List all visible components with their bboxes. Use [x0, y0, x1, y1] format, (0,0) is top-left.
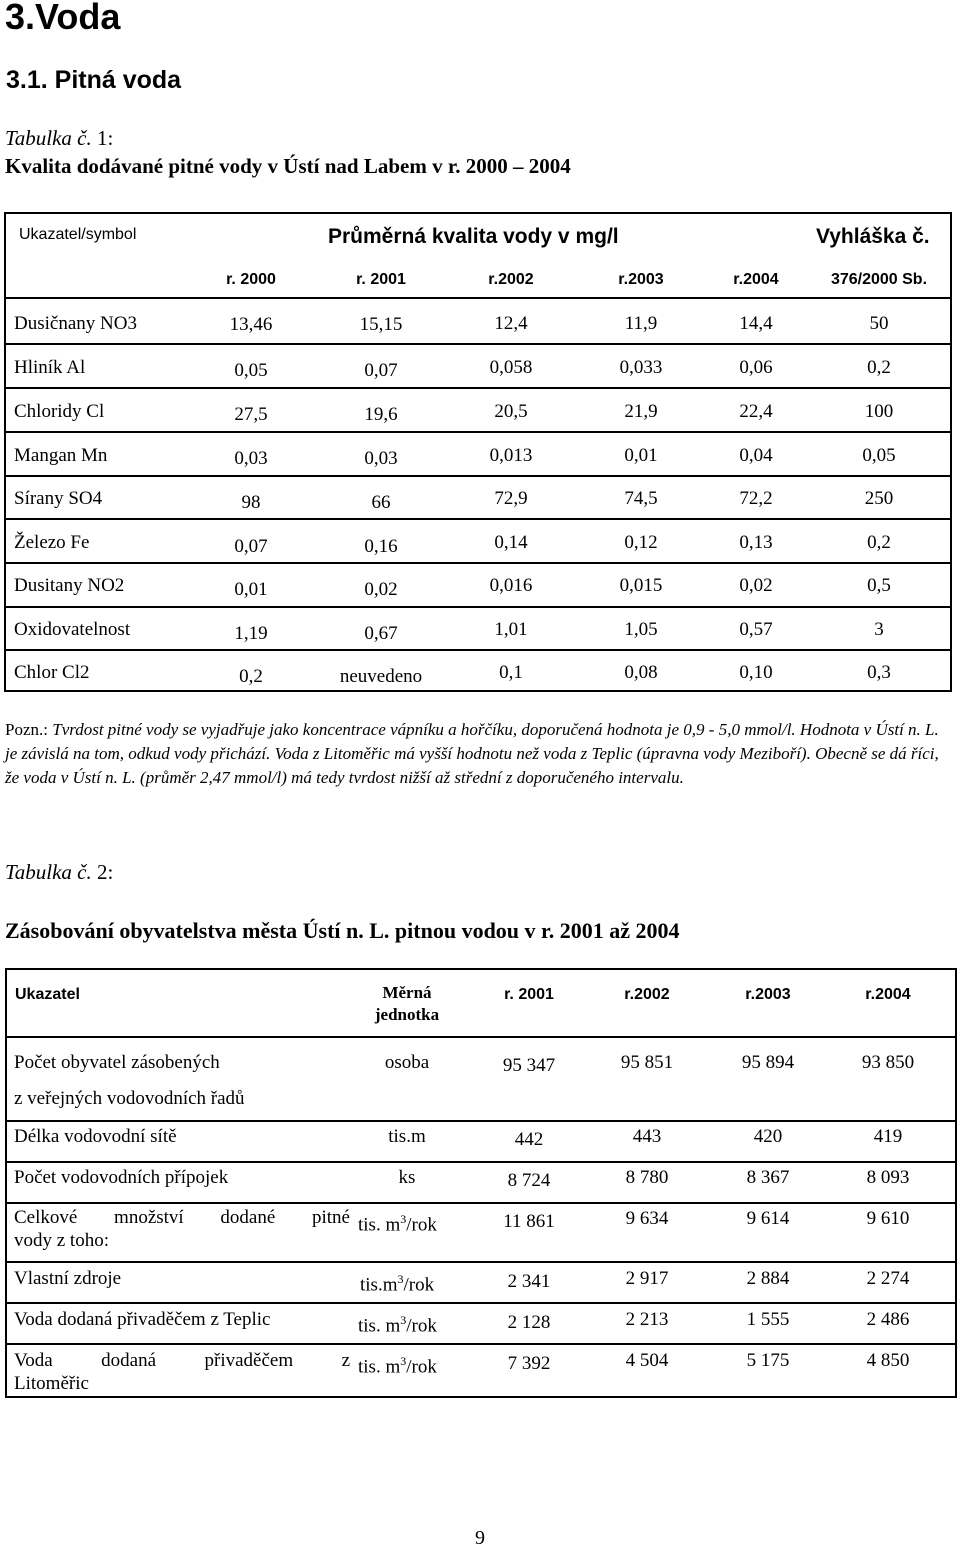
table1-cell: 0,1: [499, 662, 523, 683]
table2-cell: 1 555: [746, 1309, 790, 1330]
table2-row-label-continued: vody z toho:: [14, 1230, 109, 1251]
table2-cell: 419: [873, 1126, 903, 1147]
table2-cell: 95 851: [620, 1052, 674, 1073]
table2-cell: 93 850: [861, 1052, 915, 1073]
table2-header-unit: [347, 982, 467, 1026]
table2-row-label: Počet vodovodních přípojek: [14, 1167, 229, 1188]
table1-header-indicator: Ukazatel/symbol: [19, 226, 137, 243]
table1-cell: 21,9: [624, 401, 658, 422]
table-divider: [6, 343, 950, 345]
table1-header-decree: Vyhláška č.: [816, 225, 930, 248]
table1-cell: 74,5: [624, 488, 658, 509]
table2-unit-text: tis. m: [358, 1315, 401, 1337]
table2-cell: 9 610: [866, 1208, 910, 1229]
table1-cell: 98: [241, 492, 261, 513]
table1-cell: 15,15: [359, 314, 403, 335]
table2-cell: 2 274: [866, 1268, 910, 1289]
table2-cell: 2 884: [746, 1268, 790, 1289]
table1-row-label: Dusitany NO2: [14, 575, 125, 596]
table2-unit-superscript: 3: [400, 1313, 407, 1327]
table1-cell: 0,16: [364, 536, 398, 557]
table1-cell: 11,9: [624, 313, 658, 334]
table2-caption-label-text: Tabulka č.: [5, 860, 92, 884]
table2-unit-suffix: /rok: [406, 1315, 437, 1337]
table1-cell: 0,03: [234, 448, 268, 469]
table2-unit-text: tis. m: [358, 1214, 401, 1236]
table1-cell: 12,4: [494, 313, 528, 334]
table1-cell: 0,05: [234, 360, 268, 381]
page-number: 9: [475, 1527, 485, 1549]
table1-cell: 0,02: [739, 575, 773, 596]
table-divider: [6, 562, 950, 564]
table2-cell: 5 175: [746, 1350, 790, 1371]
table2-unit-suffix: /rok: [406, 1214, 437, 1236]
chapter-title: 3.Voda: [5, 0, 121, 37]
table2-unit: tis.m: [388, 1126, 426, 1147]
table2-unit: [358, 1350, 437, 1378]
table2-unit-superscript: 3: [397, 1272, 404, 1286]
table2-row-label: Délka vodovodní sítě: [14, 1126, 177, 1147]
table2-year-2004: r.2004: [865, 986, 911, 1003]
table1-cell: 0,14: [494, 532, 528, 553]
table1-cell: 100: [864, 401, 894, 422]
table-divider: [6, 518, 950, 520]
table1-year-2001: r. 2001: [356, 271, 406, 288]
section-title: 3.1. Pitná voda: [6, 66, 182, 94]
table1-cell: 1,05: [624, 619, 658, 640]
table1-cell: 72,9: [494, 488, 528, 509]
note-label: Pozn.:: [5, 720, 48, 739]
table2-unit: osoba: [384, 1052, 430, 1073]
table2-caption-label: [5, 860, 113, 885]
table-divider: [7, 1036, 955, 1038]
table1-cell: 19,6: [364, 404, 398, 425]
table1-cell: 50: [869, 313, 889, 334]
table2-unit: ks: [398, 1167, 416, 1188]
table1-cell: 0,57: [739, 619, 773, 640]
table1-cell: 0,10: [739, 662, 773, 683]
water-supply-table: [5, 968, 957, 1398]
table1-cell: 0,13: [739, 532, 773, 553]
table1-caption-label: [5, 126, 113, 151]
table2-unit: [358, 1309, 437, 1337]
table-divider: [7, 1343, 955, 1345]
table1-cell: 0,06: [739, 357, 773, 378]
water-quality-table: [4, 212, 952, 692]
table1-row-label: Mangan Mn: [14, 445, 108, 466]
table1-cell: 1,19: [234, 623, 268, 644]
table1-cell: 0,3: [867, 662, 891, 683]
table-divider: [6, 387, 950, 389]
table1-cell: 0,04: [739, 445, 773, 466]
table-divider: [7, 1302, 955, 1304]
table2-unit-superscript: 3: [400, 1212, 407, 1226]
table2-unit: [358, 1208, 437, 1236]
table2-header-unit-line1: Měrná: [382, 983, 432, 1002]
table1-cell: 66: [371, 492, 391, 513]
table1-cell: 20,5: [494, 401, 528, 422]
table2-cell: 443: [632, 1126, 662, 1147]
table-divider: [6, 297, 950, 299]
table1-row-label: Sírany SO4: [14, 488, 103, 509]
table1-cell: 0,058: [489, 357, 533, 378]
table1-cell: 0,05: [862, 445, 896, 466]
note-text: Tvrdost pitné vody se vyjadřuje jako koncentrace vápníku a hořčíku, doporučená hodnota je 0,9 - 5,0 mmol/l. Hodnota v Ústí n. L. je závislá na tom, odkud vody přichází. Voda z Litoměřic má vyšší hodnotu než voda z Teplic (úpravna vody Meziboří). Obecně se dá říci, že voda v Ústí n. L. (průměr 2,47 mmol/l) má tedy tvrdost nižší až střední z doporučeného intervalu.: [5, 720, 939, 787]
table2-cell: 95 347: [502, 1055, 556, 1076]
table2-row-label: Voda dodaná přivaděčem z: [14, 1350, 350, 1371]
table2-cell: 11 861: [503, 1211, 555, 1232]
table2-unit: [360, 1268, 434, 1296]
table1-cell: 1,01: [494, 619, 528, 640]
table1-header-average: Průměrná kvalita vody v mg/l: [328, 225, 619, 248]
table2-cell: 420: [753, 1126, 783, 1147]
table1-cell: 27,5: [234, 404, 268, 425]
table2-cell: 442: [514, 1129, 544, 1150]
table1-year-2002: r.2002: [488, 271, 534, 288]
table2-cell: 8 093: [866, 1167, 910, 1188]
table-divider: [6, 475, 950, 477]
table1-row-label: Oxidovatelnost: [14, 619, 131, 640]
table2-caption-number: 2:: [96, 860, 114, 884]
table1-cell: 0,2: [867, 532, 891, 553]
table1-cell: 0,033: [619, 357, 663, 378]
table2-cell: 8 724: [507, 1170, 551, 1191]
table1-row-label: Hliník Al: [14, 357, 86, 378]
table1-header-decree-number: 376/2000 Sb.: [830, 271, 928, 288]
table2-row-label: Celkové množství dodané pitné: [14, 1207, 350, 1228]
table1-cell: 0,015: [619, 575, 663, 596]
table2-header-indicator: Ukazatel: [15, 986, 80, 1003]
table2-cell: 8 367: [746, 1167, 790, 1188]
table2-row-label: Vlastní zdroje: [14, 1268, 122, 1289]
table1-row-label: Chloridy Cl: [14, 401, 105, 422]
table2-cell: 7 392: [507, 1353, 551, 1374]
hardness-note: [5, 718, 940, 790]
table2-row-label-continued: Litoměřic: [14, 1373, 89, 1394]
table2-cell: 8 780: [625, 1167, 669, 1188]
table2-row-label: Počet obyvatel zásobených: [14, 1052, 220, 1073]
table1-cell: 13,46: [229, 314, 273, 335]
table-divider: [7, 1202, 955, 1204]
table1-caption-number: 1:: [96, 126, 114, 150]
table1-cell: 0,02: [364, 579, 398, 600]
table1-row-label: Železo Fe: [14, 532, 90, 553]
table1-cell: 0,08: [624, 662, 658, 683]
table-divider: [7, 1261, 955, 1263]
table-divider: [6, 649, 950, 651]
table2-cell: 2 486: [866, 1309, 910, 1330]
table1-cell: 0,013: [489, 445, 533, 466]
table2-cell: 2 213: [625, 1309, 669, 1330]
table2-cell: 2 917: [625, 1268, 669, 1289]
table2-header-unit-line2: jednotka: [374, 1005, 440, 1024]
table1-cell: 0,5: [867, 575, 891, 596]
table2-unit-suffix: /rok: [406, 1356, 437, 1378]
table2-unit-suffix: /rok: [403, 1274, 435, 1296]
table-divider: [6, 431, 950, 433]
table1-cell: 0,12: [624, 532, 658, 553]
table1-cell: 0,01: [234, 579, 268, 600]
table1-cell: 0,03: [364, 448, 398, 469]
table2-cell: 9 634: [625, 1208, 669, 1229]
table1-cell: 14,4: [739, 313, 773, 334]
table2-unit-superscript: 3: [400, 1354, 407, 1368]
table1-cell: neuvedeno: [339, 666, 423, 687]
table1-caption-title: Kvalita dodávané pitné vody v Ústí nad Labem v r. 2000 – 2004: [5, 154, 571, 178]
table1-cell: 3: [874, 619, 884, 640]
table1-cell: 0,016: [489, 575, 533, 596]
table-divider: [6, 606, 950, 608]
table2-unit-text: tis. m: [358, 1356, 401, 1378]
table2-row-label: Voda dodaná přivaděčem z Teplic: [14, 1309, 271, 1330]
table2-cell: 4 850: [866, 1350, 910, 1371]
table2-cell: 2 128: [507, 1312, 551, 1333]
table1-cell: 0,07: [364, 360, 398, 381]
table-divider: [7, 1161, 955, 1163]
table1-cell: 0,01: [624, 445, 658, 466]
table2-year-2002: r.2002: [624, 986, 670, 1003]
table2-year-2003: r.2003: [745, 986, 791, 1003]
table1-row-label: Chlor Cl2: [14, 662, 90, 683]
table1-year-2003: r.2003: [618, 271, 664, 288]
table2-cell: 4 504: [625, 1350, 669, 1371]
table1-year-2000: r. 2000: [226, 271, 276, 288]
table1-cell: 72,2: [739, 488, 773, 509]
table1-cell: 250: [864, 488, 894, 509]
table2-caption-title: Zásobování obyvatelstva města Ústí n. L. pitnou vodou v r. 2001 až 2004: [5, 918, 680, 943]
table2-cell: 9 614: [746, 1208, 790, 1229]
table1-year-2004: r.2004: [733, 271, 779, 288]
table1-cell: 0,2: [867, 357, 891, 378]
table2-year-2001: r. 2001: [504, 986, 554, 1003]
table2-cell: 95 894: [741, 1052, 795, 1073]
table2-cell: 2 341: [507, 1271, 551, 1292]
table2-unit-text: tis.m: [360, 1274, 398, 1296]
table1-cell: 22,4: [739, 401, 773, 422]
table2-row-label-continued: z veřejných vodovodních řadů: [14, 1088, 245, 1109]
table1-row-label: Dusičnany NO3: [14, 313, 137, 334]
table1-caption-label-text: Tabulka č.: [5, 126, 92, 150]
table1-cell: 0,2: [239, 666, 263, 687]
table1-cell: 0,67: [364, 623, 398, 644]
table1-cell: 0,07: [234, 536, 268, 557]
table-divider: [7, 1120, 955, 1122]
